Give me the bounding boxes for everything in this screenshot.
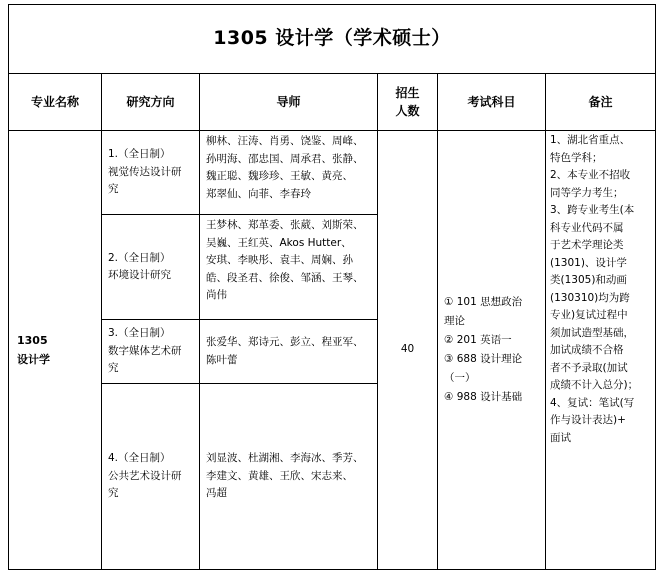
direction-line: 究 <box>108 487 119 500</box>
direction-cell-2 <box>102 215 200 320</box>
direction-line: 数字媒体艺术研 <box>108 344 182 357</box>
direction-line: 究 <box>108 362 119 375</box>
header-direction: 研究方向 <box>102 74 200 131</box>
exam-line: ③ 688 设计理论 <box>444 353 523 365</box>
tutor-line: 皓、段圣君、徐俊、邹涵、王琴、 <box>206 271 364 284</box>
tutor-line: 柳林、汪涛、肖勇、饶鉴、周峰、 <box>206 135 364 147</box>
note-line: 2、本专业不招收 <box>550 169 631 181</box>
note-line: 者不予录取(加试 <box>550 361 628 374</box>
tutor-line: 孙明海、邵忠国、周承君、张静、 <box>206 152 364 165</box>
direction-line: 视觉传达设计研 <box>108 165 182 178</box>
tutor-cell-4 <box>200 384 378 570</box>
admissions-document <box>8 4 656 570</box>
tutor-line: 吴巍、王红英、Akos Hutter、 <box>206 236 352 249</box>
tutor-line: 陈叶蕾 <box>206 353 238 366</box>
direction-line: 4.（全日制） <box>108 452 171 465</box>
note-line: 1、湖北省重点、 <box>550 134 631 146</box>
exam-line: ① 101 思想政治 <box>444 296 523 308</box>
header-note: 备注 <box>546 74 656 131</box>
exam-subjects-cell <box>438 131 546 570</box>
enroll-count: 40 <box>378 131 438 570</box>
direction-line: 1.（全日制） <box>108 148 171 161</box>
note-line: 类(1305)和动画 <box>550 274 627 286</box>
note-line: 3、跨专业考生(本 <box>550 204 635 216</box>
direction-line: 公共艺术设计研 <box>108 469 182 482</box>
major-code: 1305 <box>17 334 48 347</box>
tutor-line: 郑翠仙、向菲、李春玲 <box>206 187 311 200</box>
tutor-cell-1 <box>200 131 378 215</box>
tutor-line: 冯超 <box>206 487 227 500</box>
tutor-line: 张爱华、郑诗元、彭立、程亚军、 <box>206 336 364 348</box>
note-line: 加试成绩不合格 <box>550 344 624 356</box>
header-enroll-line2: 人数 <box>395 104 420 118</box>
tutor-line: 魏正聪、魏珍珍、王敏、黄亮、 <box>206 170 353 182</box>
direction-line: 环境设计研究 <box>108 269 171 281</box>
exam-line: ② 201 英语一 <box>444 334 512 346</box>
header-enroll <box>378 74 438 131</box>
exam-line: （一） <box>444 372 476 384</box>
header-exam: 考试科目 <box>438 74 546 131</box>
note-line: 面试 <box>550 431 571 444</box>
note-line: (1301)、设计学 <box>550 256 627 269</box>
direction-line: 2.（全日制） <box>108 251 171 264</box>
note-line: 须加试造型基础， <box>550 326 634 339</box>
note-line: 专业)复试过程中 <box>550 309 628 321</box>
exam-line: ④ 988 设计基础 <box>444 391 523 403</box>
tutor-line: 安琪、李映彤、袁丰、周娴、孙 <box>206 254 353 266</box>
note-line: 科专业代码不属 <box>550 221 624 234</box>
admissions-table <box>8 4 656 570</box>
tutor-line: 李建文、黄雄、王欣、宋志来、 <box>206 469 353 482</box>
major-cell <box>9 131 102 570</box>
note-line: 4、复试：笔试(写 <box>550 396 635 409</box>
note-line: 同等学力考生； <box>550 186 624 199</box>
table-title: 1305 设计学（学术硕士） <box>9 5 656 74</box>
direction-line: 究 <box>108 183 119 196</box>
exam-line: 理论 <box>444 315 465 327</box>
notes-cell <box>546 131 656 570</box>
tutor-line: 刘显波、杜湖湘、李海冰、季芳、 <box>206 452 364 465</box>
tutor-line: 王梦林、郑革委、张葳、刘斯荣、 <box>206 219 364 231</box>
note-line: (130310)均为跨 <box>550 291 630 304</box>
header-major: 专业名称 <box>9 74 102 131</box>
tutor-cell-3 <box>200 320 378 384</box>
direction-cell-3 <box>102 320 200 384</box>
major-name: 设计学 <box>17 353 50 366</box>
header-tutor: 导师 <box>200 74 378 131</box>
direction-cell-1 <box>102 131 200 215</box>
note-line: 特色学科； <box>550 151 603 164</box>
note-line: 于艺术学理论类 <box>550 239 624 251</box>
note-line: 成绩不计入总分)； <box>550 379 639 391</box>
tutor-line: 尚伟 <box>206 289 227 301</box>
tutor-cell-2 <box>200 215 378 320</box>
header-enroll-line1: 招生 <box>395 86 420 100</box>
note-line: 作与设计表达)+ <box>550 414 626 426</box>
direction-cell-4 <box>102 384 200 570</box>
direction-line: 3.（全日制） <box>108 327 171 340</box>
